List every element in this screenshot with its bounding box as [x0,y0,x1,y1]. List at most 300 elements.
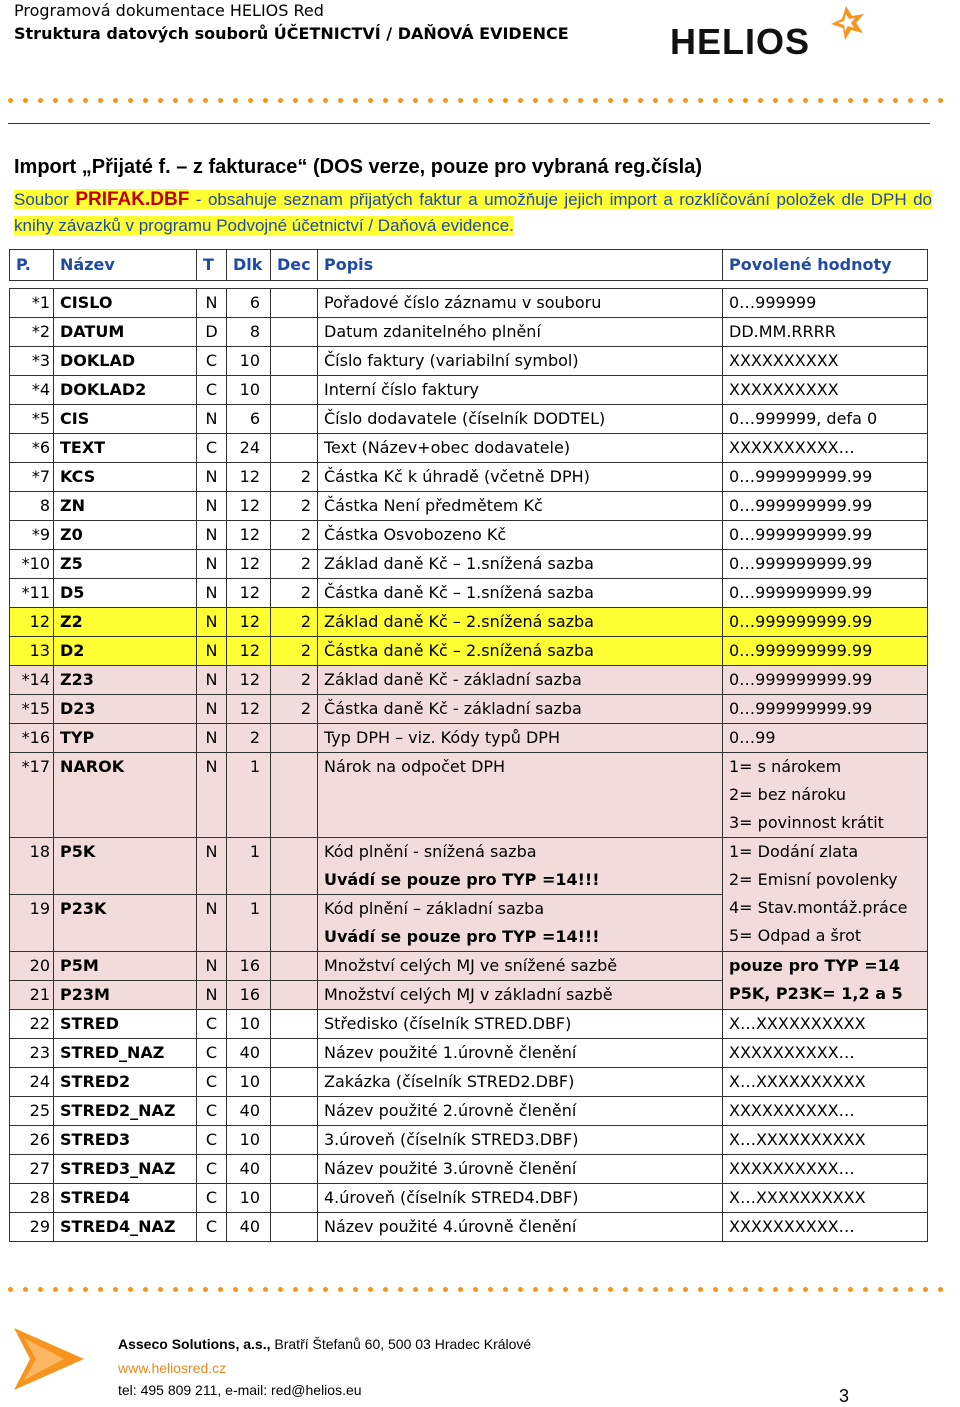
col-header-hodnoty: Povolené hodnoty [723,250,928,281]
cell-t: C [197,1155,227,1184]
dot [923,98,928,103]
table-row [10,695,928,724]
footer-address [118,1336,531,1352]
dot [68,1287,73,1292]
cell-name: D23 [54,695,197,724]
cell-dlk: 40 [227,1155,271,1184]
dot [938,1287,943,1292]
top-rule [8,123,930,124]
cell-dec [271,838,318,895]
cell-popis: Typ DPH – viz. Kódy typů DPH [318,724,723,753]
cell-hodnoty: XXXXXXXXXX… [723,1155,928,1184]
table-row [10,666,928,695]
dot [188,98,193,103]
cell-hodnoty: 0…999999999.99 [723,521,928,550]
col-header-dec: Dec [271,250,318,281]
cell-hodnoty: 0…999999999.99 [723,579,928,608]
cell-p: 26 [10,1126,54,1155]
cell-t: N [197,550,227,579]
cell-dlk: 8 [227,318,271,347]
table-row [10,1155,928,1184]
dot [458,98,463,103]
table-row [10,1213,928,1242]
dot [323,1287,328,1292]
dot [248,98,253,103]
cell-t: N [197,952,227,981]
cell-name: STRED2 [54,1068,197,1097]
cell-dec [271,434,318,463]
cell-name: D2 [54,637,197,666]
fields-body-a [10,289,928,753]
dot [803,98,808,103]
dot [218,1287,223,1292]
cell-name: P5M [54,952,197,981]
cell-t: C [197,376,227,405]
cell-hodnoty: 0…999999 [723,289,928,318]
dot [578,98,583,103]
dot [413,1287,418,1292]
footer-web[interactable]: www.heliosred.cz [118,1360,227,1376]
fields-body-c [10,1010,928,1242]
table-row [10,318,928,347]
table-row [10,463,928,492]
dot [638,98,643,103]
file-name: PRIFAK.DBF [75,189,190,210]
dot [338,1287,343,1292]
col-header-dlk: Dlk [227,250,271,281]
dot [113,98,118,103]
cell-dec [271,981,318,1010]
dot [38,98,43,103]
header-line1: Programová dokumentace HELIOS Red [14,1,324,20]
cell-dec: 2 [271,608,318,637]
cell-t: N [197,405,227,434]
table-row [10,405,928,434]
dot [863,98,868,103]
helios-logo [668,4,886,60]
cell-t: C [197,1126,227,1155]
dot [398,1287,403,1292]
dot [368,1287,373,1292]
cell-name: STRED [54,1010,197,1039]
dot [158,98,163,103]
cell-dec: 2 [271,492,318,521]
cell-dlk: 12 [227,492,271,521]
cell-popis: Částka daně Kč – 1.snížená sazba [318,579,723,608]
cell-dlk: 10 [227,1068,271,1097]
dot [563,98,568,103]
dot [8,98,13,103]
dot [848,1287,853,1292]
dot [488,1287,493,1292]
dot [908,98,913,103]
table-row [10,289,928,318]
cell-popis: 4.úroveň (číselník STRED4.DBF) [318,1184,723,1213]
dot [83,1287,88,1292]
cell-popis: Pořadové číslo záznamu v souboru [318,289,723,318]
footer-street: Bratří Štefanů 60, 500 03 Hradec Králové [270,1336,532,1352]
cell-hodnoty: XXXXXXXXXX… [723,1097,928,1126]
table-row [10,347,928,376]
cell-p: 23 [10,1039,54,1068]
cell-dec [271,1155,318,1184]
cell-dec [271,1097,318,1126]
kod-1: 1= Dodání zlata [729,842,859,861]
cell-name: STRED4 [54,1184,197,1213]
cell-p: *6 [10,434,54,463]
dot [383,1287,388,1292]
cell-dlk: 40 [227,1039,271,1068]
dot [458,1287,463,1292]
dot [578,1287,583,1292]
cell-hodnoty: 0…999999999.99 [723,666,928,695]
cell-dec [271,895,318,952]
cell-name: DOKLAD2 [54,376,197,405]
cell-name: NAROK [54,753,197,838]
dot [173,1287,178,1292]
header-line2: Struktura datových souborů ÚČETNICTVÍ / DAŇOVÁ EVIDENCE [14,24,569,43]
cell-popis [318,895,723,952]
cell-dlk: 1 [227,895,271,952]
cell-p: *1 [10,289,54,318]
dot [503,98,508,103]
cell-dlk: 12 [227,637,271,666]
cell-p: 22 [10,1010,54,1039]
cell-mj-note [723,952,928,1010]
table-row [10,724,928,753]
dot [593,1287,598,1292]
cell-kody [723,838,928,952]
cell-p: 27 [10,1155,54,1184]
cell-dec: 2 [271,695,318,724]
cell-name: CIS [54,405,197,434]
dot [833,1287,838,1292]
dot [803,1287,808,1292]
dot [443,1287,448,1292]
dot [428,1287,433,1292]
cell-dlk: 12 [227,521,271,550]
dot [653,98,658,103]
cell-t: C [197,1097,227,1126]
dot [743,98,748,103]
cell-popis: Název použité 3.úrovně členění [318,1155,723,1184]
helios-logo-star-icon [831,6,864,40]
dot [113,1287,118,1292]
dot [443,98,448,103]
dot [473,1287,478,1292]
cell-dlk: 10 [227,376,271,405]
dot [818,98,823,103]
dot [488,98,493,103]
table-row [10,1184,928,1213]
dot [698,1287,703,1292]
cell-dlk: 12 [227,695,271,724]
dot [413,98,418,103]
cell-hodnoty: 0…99 [723,724,928,753]
cell-hodnoty: X…XXXXXXXXXX [723,1184,928,1213]
cell-dlk: 12 [227,463,271,492]
dot [98,1287,103,1292]
cell-t: N [197,492,227,521]
dot [233,1287,238,1292]
dot [53,98,58,103]
cell-hodnoty: X…XXXXXXXXXX [723,1126,928,1155]
cell-t: N [197,289,227,318]
cell-popis: Název použité 2.úrovně členění [318,1097,723,1126]
cell-t: N [197,695,227,724]
dot [698,98,703,103]
cell-p: *7 [10,463,54,492]
cell-popis: Interní číslo faktury [318,376,723,405]
cell-p: 29 [10,1213,54,1242]
dot [713,1287,718,1292]
cell-popis: Text (Název+obec dodavatele) [318,434,723,463]
cell-p: 20 [10,952,54,981]
cell-name: Z2 [54,608,197,637]
dot [713,98,718,103]
cell-hodnoty [723,753,928,838]
cell-t: C [197,1184,227,1213]
table-row [10,550,928,579]
cell-t: N [197,463,227,492]
cell-hodnoty: DD.MM.RRRR [723,318,928,347]
dot [878,1287,883,1292]
dot [938,98,943,103]
kod-2: 2= Emisní povolenky [729,870,898,889]
dot [833,98,838,103]
table-row [10,1068,928,1097]
cell-dec [271,347,318,376]
p23k-note: Uvádí se pouze pro TYP =14!!! [324,927,600,946]
cell-popis: Základ daně Kč – 1.snížená sazba [318,550,723,579]
dot [848,98,853,103]
table-row [10,952,928,981]
cell-dec [271,376,318,405]
dot [83,98,88,103]
cell-name: TYP [54,724,197,753]
cell-t: N [197,637,227,666]
dot [878,98,883,103]
cell-hodnoty: XXXXXXXXXX [723,376,928,405]
cell-p: 18 [10,838,54,895]
cell-dec [271,724,318,753]
cell-name: P5K [54,838,197,895]
cell-popis: Název použité 1.úrovně členění [318,1039,723,1068]
cell-dec: 2 [271,463,318,492]
cell-hodnoty: X…XXXXXXXXXX [723,1068,928,1097]
cell-t: N [197,724,227,753]
table-row [10,637,928,666]
mj-note-1: pouze pro TYP =14 [729,956,900,975]
dot [368,98,373,103]
col-header-t: T [197,250,227,281]
cell-dlk: 10 [227,1010,271,1039]
cell-dlk: 6 [227,405,271,434]
cell-p: *3 [10,347,54,376]
cell-popis: Množství celých MJ v základní sazbě [318,981,723,1010]
cell-name: ZN [54,492,197,521]
cell-name: STRED4_NAZ [54,1213,197,1242]
dot [788,98,793,103]
cell-t: N [197,838,227,895]
col-header-popis: Popis [318,250,723,281]
cell-dlk: 24 [227,434,271,463]
cell-hodnoty: XXXXXXXXXX [723,347,928,376]
cell-name: STRED2_NAZ [54,1097,197,1126]
dot [128,98,133,103]
cell-hodnoty: 0…999999, defa 0 [723,405,928,434]
dot [293,1287,298,1292]
cell-name: Z0 [54,521,197,550]
dot [533,1287,538,1292]
cell-dec [271,1126,318,1155]
table-row [10,1126,928,1155]
dot [773,1287,778,1292]
dot [143,98,148,103]
description-text: - obsahuje seznam přijatých faktur a umožňuje jejich import a rozklíčování položek dle DPH do knihy závazků v programu Podvojné účetnictví / Daňová evidence. [14,190,933,235]
table-row [10,753,928,838]
dot [563,1287,568,1292]
table-row [10,1097,928,1126]
cell-hodnoty: 0…999999999.99 [723,695,928,724]
dot [428,98,433,103]
dot [203,98,208,103]
cell-p: *15 [10,695,54,724]
table-row [10,1039,928,1068]
cell-dlk: 1 [227,838,271,895]
cell-dec [271,1184,318,1213]
col-header-p: P. [10,250,54,281]
dot [338,98,343,103]
cell-dec [271,1039,318,1068]
table-row [10,434,928,463]
cell-hodnoty: 0…999999999.99 [723,608,928,637]
cell-p: 19 [10,895,54,952]
cell-name: P23M [54,981,197,1010]
dot [818,1287,823,1292]
cell-popis: Částka Osvobozeno Kč [318,521,723,550]
cell-t: N [197,666,227,695]
cell-dec [271,405,318,434]
cell-dlk: 40 [227,1213,271,1242]
cell-p: *10 [10,550,54,579]
cell-popis: Nárok na odpočet DPH [318,753,723,838]
cell-t: N [197,981,227,1010]
cell-popis: Částka Kč k úhradě (včetně DPH) [318,463,723,492]
cell-p: *9 [10,521,54,550]
narok-value-2: 2= bez nároku [729,785,847,804]
p5k-popis: Kód plnění - snížená sazba [324,842,537,861]
dot [203,1287,208,1292]
cell-dec: 2 [271,579,318,608]
cell-popis: Číslo faktury (variabilní symbol) [318,347,723,376]
dot [143,1287,148,1292]
cell-hodnoty: 0…999999999.99 [723,463,928,492]
cell-hodnoty: X…XXXXXXXXXX [723,1010,928,1039]
cell-dlk: 12 [227,550,271,579]
cell-p: *2 [10,318,54,347]
dot [233,98,238,103]
cell-t: N [197,753,227,838]
asseco-arrow-icon [14,1328,84,1390]
dot [293,98,298,103]
dot [353,98,358,103]
dot [773,98,778,103]
cell-dec [271,1068,318,1097]
cell-hodnoty: XXXXXXXXXX… [723,434,928,463]
cell-dec: 2 [271,637,318,666]
cell-popis: Středisko (číselník STRED.DBF) [318,1010,723,1039]
kod-4: 4= Stav.montáž.práce [729,898,908,917]
fields-body-b [10,753,928,1010]
cell-name: STRED_NAZ [54,1039,197,1068]
cell-name: STRED3_NAZ [54,1155,197,1184]
narok-value-3: 3= povinnost krátit [729,813,884,832]
p5k-note: Uvádí se pouze pro TYP =14!!! [324,870,600,889]
cell-dlk: 12 [227,608,271,637]
dot [173,98,178,103]
dot [38,1287,43,1292]
dot [23,1287,28,1292]
dot [218,98,223,103]
document-header [14,0,569,43]
dot [383,98,388,103]
dot [758,98,763,103]
kod-5: 5= Odpad a šrot [729,926,862,945]
cell-p: 13 [10,637,54,666]
dot [158,1287,163,1292]
cell-t: D [197,318,227,347]
cell-name: KCS [54,463,197,492]
dot [548,1287,553,1292]
table-row [10,376,928,405]
table-row [10,521,928,550]
cell-p: 25 [10,1097,54,1126]
dot [758,1287,763,1292]
cell-p: *5 [10,405,54,434]
cell-name: Z23 [54,666,197,695]
dot [278,1287,283,1292]
dot [893,1287,898,1292]
cell-t: N [197,895,227,952]
cell-dec: 2 [271,666,318,695]
cell-p: 24 [10,1068,54,1097]
dot [518,1287,523,1292]
cell-hodnoty: 0…999999999.99 [723,550,928,579]
cell-t: C [197,347,227,376]
cell-popis: 3.úroveň (číselník STRED3.DBF) [318,1126,723,1155]
dot [593,98,598,103]
cell-dlk: 40 [227,1097,271,1126]
mj-note-2: P5K, P23K= 1,2 a 5 [729,984,903,1003]
cell-dlk: 6 [227,289,271,318]
cell-dec: 2 [271,550,318,579]
cell-dec [271,952,318,981]
cell-popis: Název použité 4.úrovně členění [318,1213,723,1242]
cell-dec [271,1010,318,1039]
cell-hodnoty: 0…999999999.99 [723,637,928,666]
dot [503,1287,508,1292]
p23k-popis: Kód plnění – základní sazba [324,899,545,918]
cell-dlk: 10 [227,1126,271,1155]
cell-p: 28 [10,1184,54,1213]
dot [23,98,28,103]
dot [548,98,553,103]
dot [923,1287,928,1292]
cell-dec [271,318,318,347]
table-row [10,1010,928,1039]
col-header-name: Název [54,250,197,281]
